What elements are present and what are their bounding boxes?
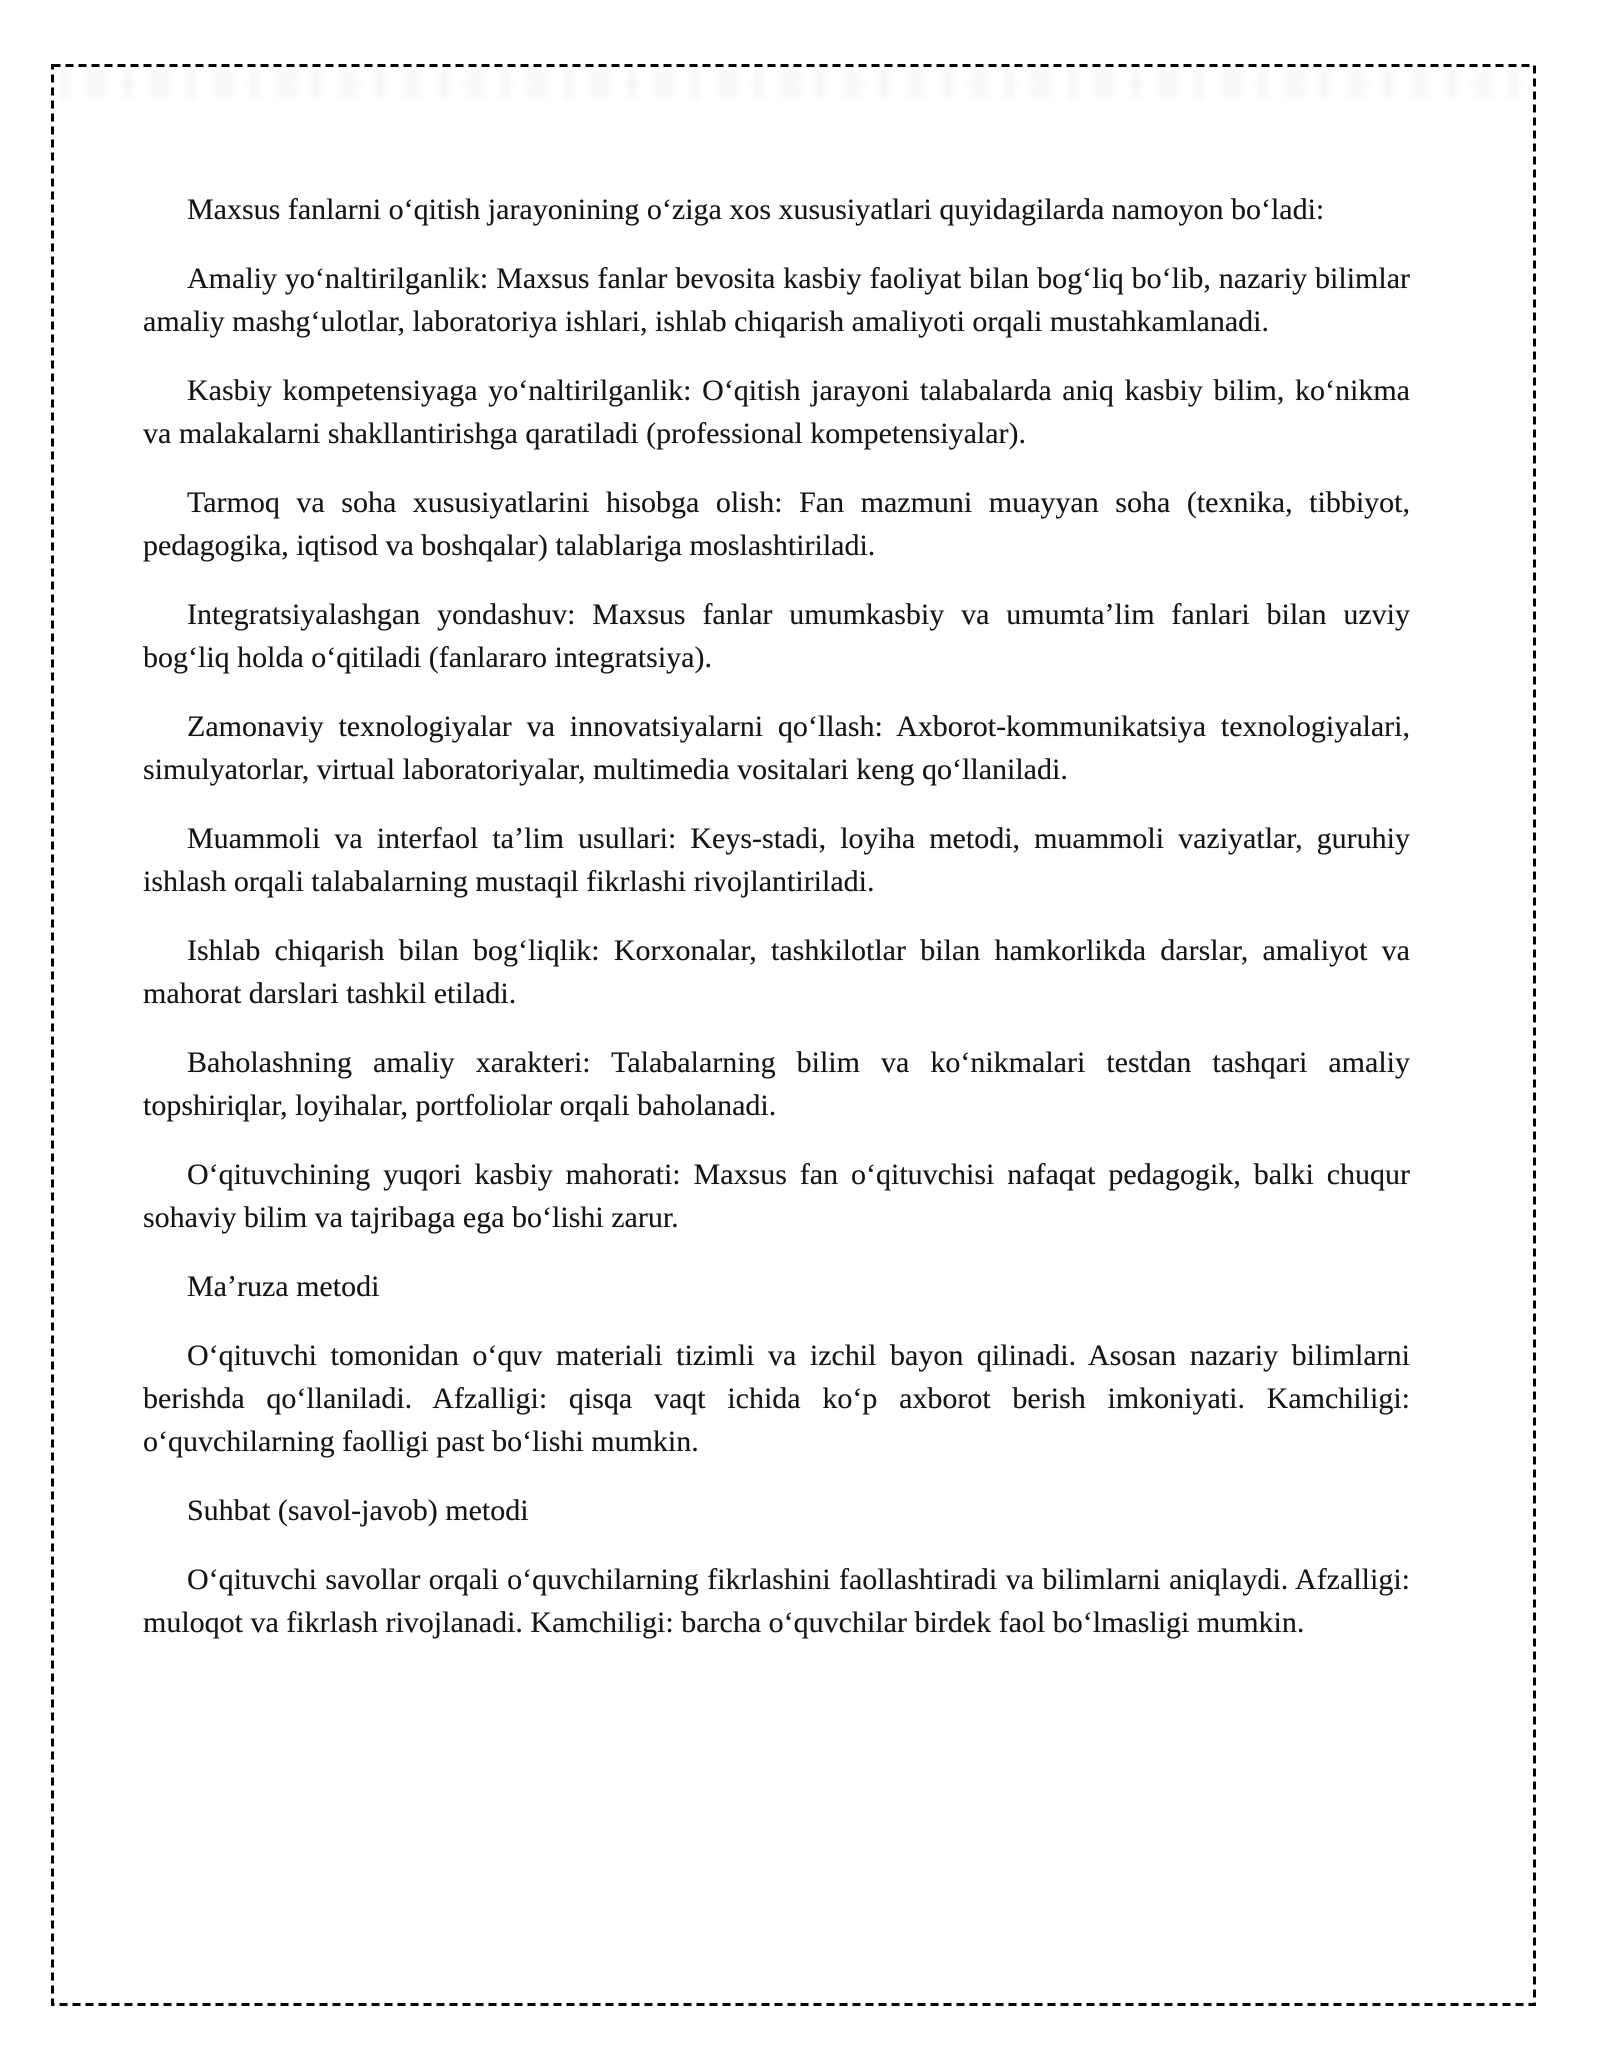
paragraph: Baholashning amaliy xarakteri: Talabalarning bilim va koʻnikmalari testdan tashqari amaliy topshiriqlar, loyihalar, portfoliolar orqali baholanadi.: [143, 1046, 1410, 1122]
section-heading: Maʼruza metodi: [187, 1270, 380, 1303]
paragraph: Zamonaviy texnologiyalar va innovatsiyalarni qoʻllash: Axborot-kommunikatsiya texnologiyalari, simulyatorlar, virtual laboratoriyalar, multimedia vositalari keng qoʻllaniladi.: [143, 710, 1410, 786]
paragraph: Kasbiy kompetensiyaga yoʻnaltirilganlik: Oʻqitish jarayoni talabalarda aniq kasbiy bilim, koʻnikma va malakalarni shakllantirishga qaratiladi (professional kompetensiyalar).: [143, 374, 1410, 450]
paragraph: Oʻqituvchining yuqori kasbiy mahorati: Maxsus fan oʻqituvchisi nafaqat pedagogik, balki chuqur sohaviy bilim va tajribaga ega boʻlishi zarur.: [143, 1158, 1410, 1234]
paragraph: Amaliy yoʻnaltirilganlik: Maxsus fanlar bevosita kasbiy faoliyat bilan bogʻliq boʻlib, nazariy bilimlar amaliy mashgʻulotlar, laboratoriya ishlari, ishlab chiqarish amaliyoti orqali mustahkamlanadi.: [143, 262, 1410, 338]
paragraph: Integratsiyalashgan yondashuv: Maxsus fanlar umumkasbiy va umumtaʼlim fanlari bilan uzviy bogʻliq holda oʻqitiladi (fanlararo integratsiya).: [143, 598, 1410, 674]
paragraph: Tarmoq va soha xususiyatlarini hisobga olish: Fan mazmuni muayyan soha (texnika, tibbiyot, pedagogika, iqtisod va boshqalar) talablariga moslashtiriladi.: [143, 486, 1410, 562]
paragraph: Ishlab chiqarish bilan bogʻliqlik: Korxonalar, tashkilotlar bilan hamkorlikda darslar, amaliyot va mahorat darslari tashkil etiladi.: [143, 934, 1410, 1010]
section-heading: Suhbat (savol-javob) metodi: [187, 1494, 529, 1527]
scan-ghosting-artifact: [60, 70, 1530, 98]
paragraph: Oʻqituvchi savollar orqali oʻquvchilarning fikrlashini faollashtiradi va bilimlarni aniqlaydi. Afzalligi: muloqot va fikrlash rivojlanadi. Kamchiligi: barcha oʻquvchilar birdek faol boʻlmasligi mumkin.: [143, 1563, 1410, 1639]
paragraph: Oʻqituvchi tomonidan oʻquv materiali tizimli va izchil bayon qilinadi. Asosan nazariy bilimlarni berishda qoʻllaniladi. Afzalligi: qisqa vaqt ichida koʻp axborot berish imkoniyati. Kamchiligi: oʻquvchilarning faolligi past boʻlishi mumkin.: [143, 1339, 1410, 1458]
paragraph: Maxsus fanlarni oʻqitish jarayonining oʻziga xos xususiyatlari quyidagilarda namoyon boʻladi:: [187, 193, 1325, 226]
paragraph: Muammoli va interfaol taʼlim usullari: Keys-stadi, loyiha metodi, muammoli vaziyatlar, guruhiy ishlash orqali talabalarning mustaqil fikrlashi rivojlantiriladi.: [143, 822, 1410, 898]
document-content: [143, 188, 1410, 1644]
